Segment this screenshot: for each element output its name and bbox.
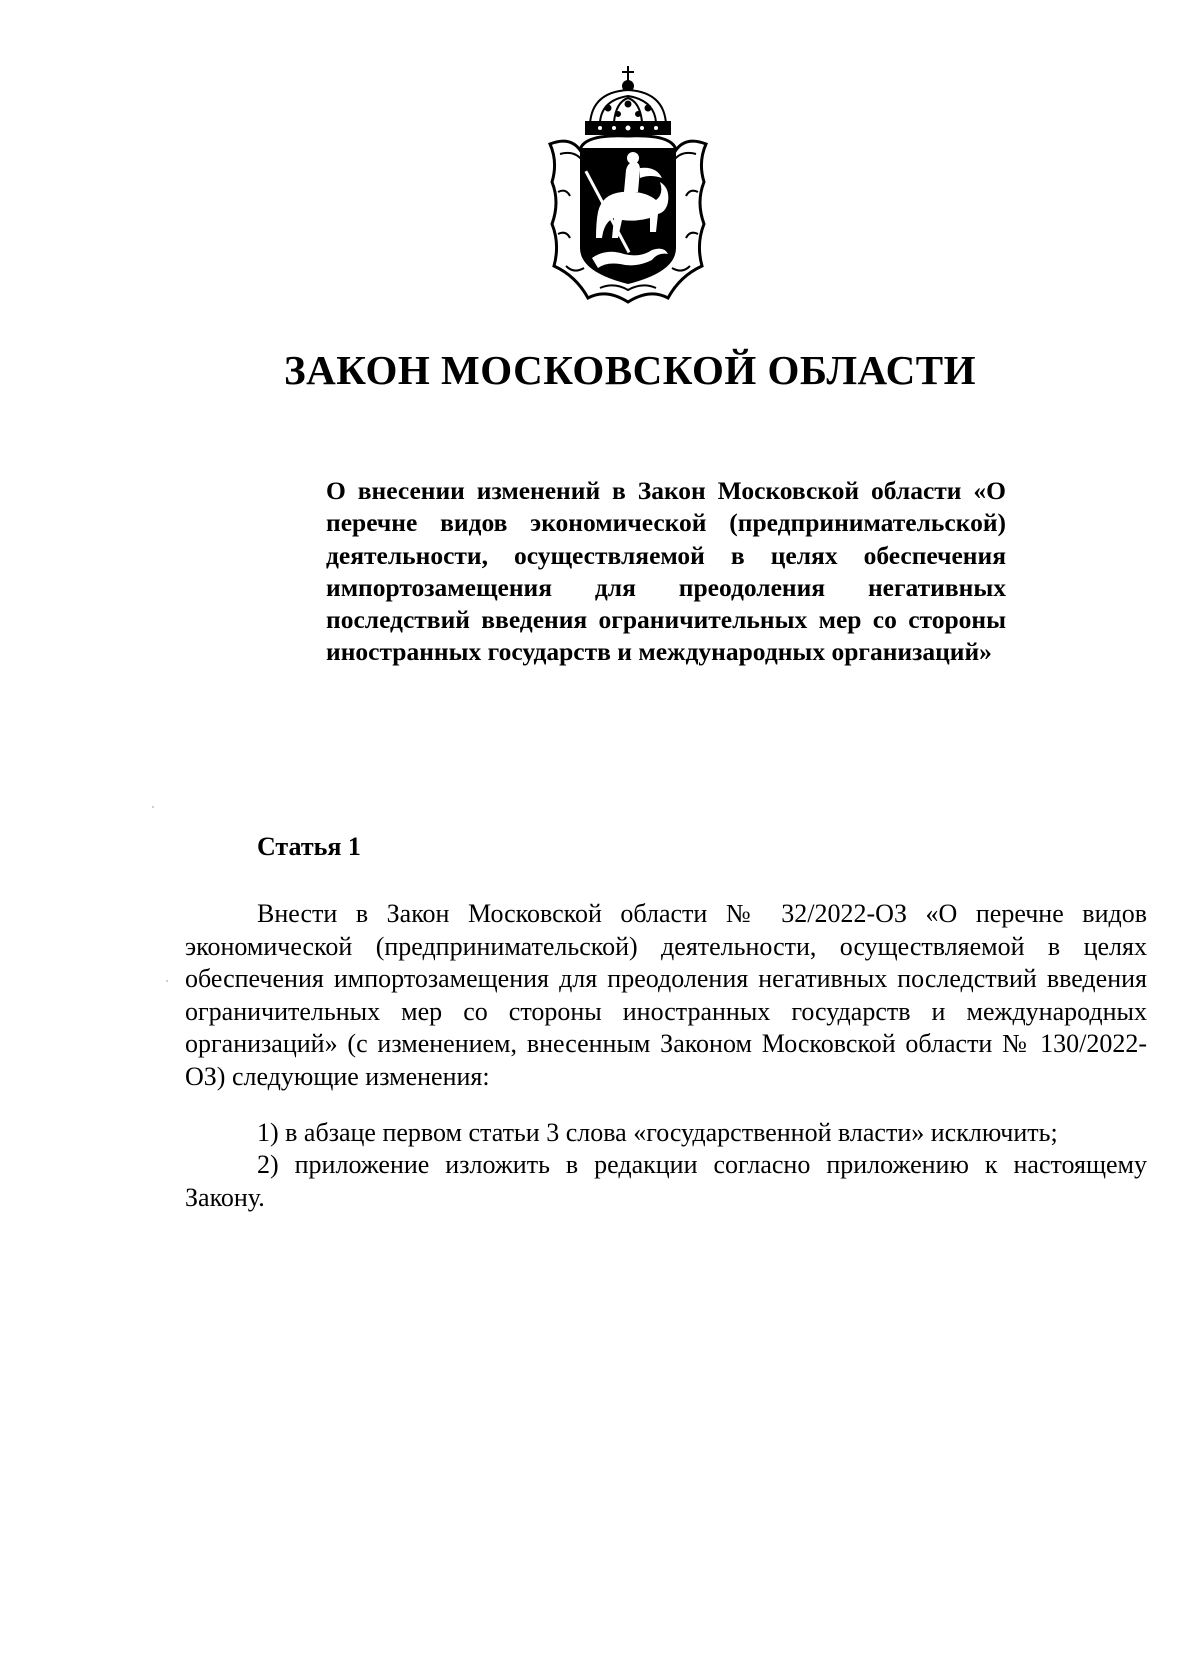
article-item: 1) в абзаце первом статьи 3 слова «государственной власти» исключить; [257, 1117, 1058, 1147]
law-subject: О внесении изменений в Закон Московской области «О перечне видов экономической (предпринимательской) деятельности, осуществляемой в целях обеспечения импортозамещения для преодоления негативных последствий введения ограничительных мер со стороны иностранных государств и международных организаций» [326, 476, 1006, 667]
scan-speck [152, 806, 154, 808]
scan-speck [166, 980, 168, 982]
article-heading: Статья 1 [257, 832, 361, 861]
article-intro-paragraph: Внести в Закон Московской области № 32/2022-ОЗ «О перечне видов экономической (предпринимательской) деятельности, осуществляемой в целях обеспечения импортозамещения для преодоления негативных последствий введения ограничительных мер со стороны иностранных государств и международных организаций» (с изменением, внесенным Законом Московской области № 130/2022-ОЗ) следующие изменения: [185, 899, 1147, 1091]
article-item: 2) приложение изложить в редакции согласно приложению к настоящему Закону. [185, 1150, 1147, 1212]
law-title: ЗАКОН МОСКОВСКОЙ ОБЛАСТИ [284, 347, 976, 393]
coat-of-arms-icon [540, 62, 720, 310]
article-body [185, 898, 1147, 1214]
